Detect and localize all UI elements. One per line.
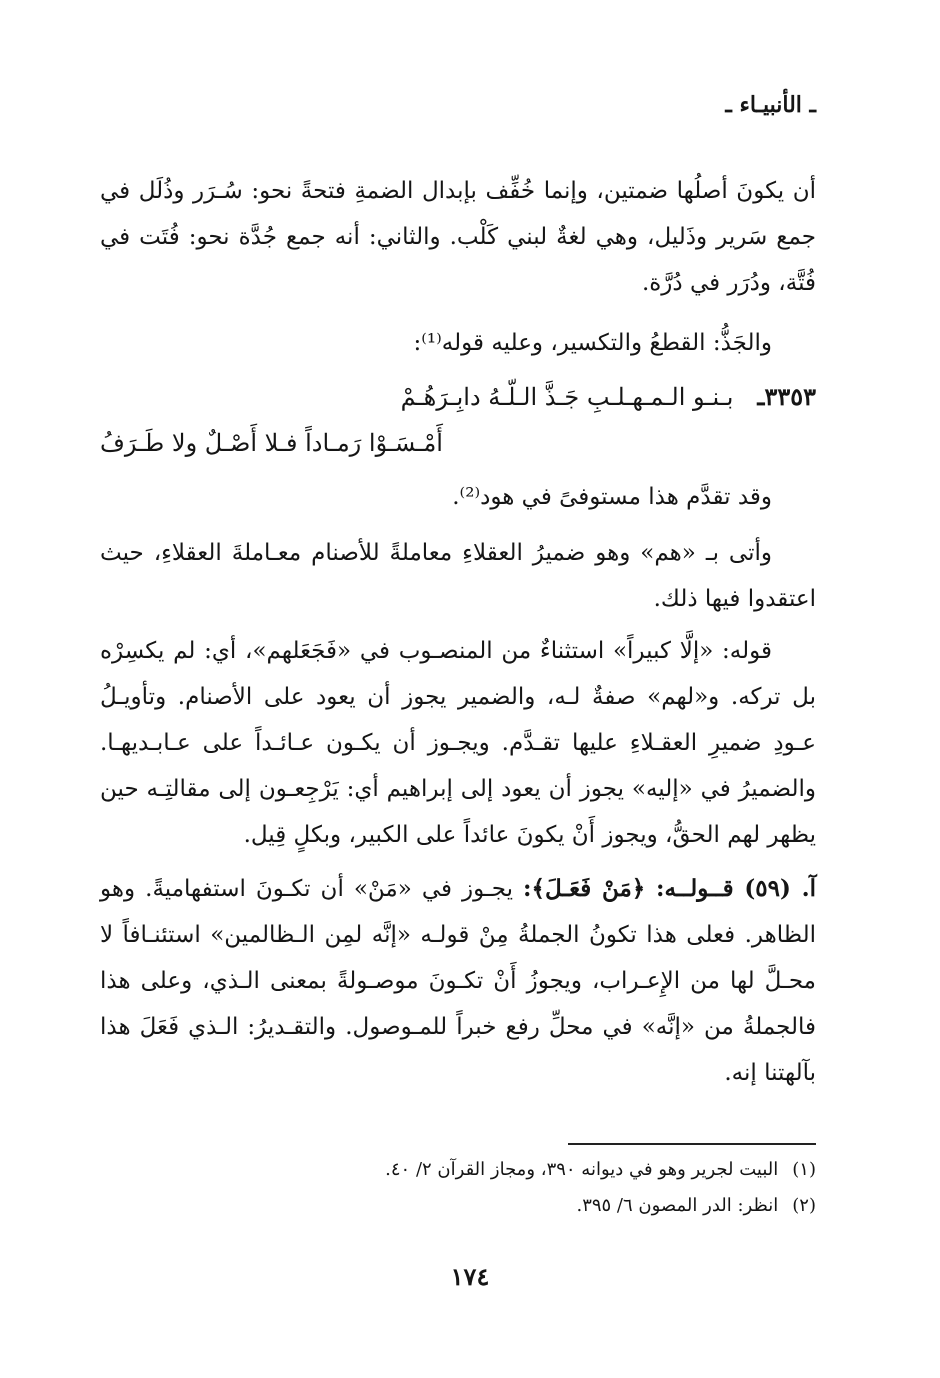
- footnote-2: [100, 1188, 816, 1224]
- footnote-1: [100, 1152, 816, 1188]
- paragraph-6: [100, 866, 816, 1096]
- paragraph-6-text: [100, 866, 816, 1096]
- footnote-marker: (١): [792, 1159, 816, 1180]
- footnote-marker: (٢): [792, 1195, 816, 1216]
- footnote-divider: [568, 1143, 816, 1145]
- paragraph-4: [100, 530, 816, 622]
- footnote-text: البيت لجرير وهو في ديوانه ٣٩٠، ومجاز القرآن ٢/ ٤٠.: [385, 1159, 779, 1180]
- paragraph-3: [100, 474, 816, 520]
- paragraph-3-text: وقد تقدَّم هذا مستوفىً في هود⁽²⁾.: [452, 484, 772, 510]
- footnotes: [100, 1152, 816, 1224]
- poem-hemistich-1: بـنـو الـمـهـلـبِ جَـذَّ الـلّـهُ دابِـرَهُـمْ: [400, 383, 734, 411]
- paragraph-1: [100, 168, 816, 306]
- poem-hemistich-2: أَمْـسَـوْا رَمـاداً فـلا أَصْـلٌ ولا طَـرَفُ: [100, 429, 443, 457]
- paragraph-6-body: يجـوز في «مَنْ» أن تكـونَ استفهاميةً. وهو الظاهر. فعلى هذا تكونُ الجملةُ مِنْ قولـه «إنَّه لمِن الـظالمين» استئنـافاً لا محـلَّ لها من الإِعـراب، ويجوزُ أَنْ تكـونَ موصـولةً بمعنى الـذي، وعلى هذا فالجملةُ من «إنَّه» في محلِّ رفع خبراً للمـوصول. والتقـديرُ: الـذي فَعَلَ هذا بآلهتنا إنه.: [100, 876, 816, 1086]
- paragraph-2: [100, 320, 816, 366]
- verse-reference: آ. (٥٩) قــولــه: ﴿مَنْ فَعَـلَ﴾:: [523, 875, 816, 902]
- paragraph-1-text: أن يكونَ أصلُها ضمتين، وإنما خُفِّف بإبدال الضمةِ فتحةً نحو: سُـرَر وذُلَل في جمع سَرير وذَليل، وهي لغةٌ لبني كَلْب. والثاني: أنه جمع جُدَّة نحو: فُتَت في فُتَّة، ودُرَر في دُرَّة.: [100, 178, 816, 296]
- paragraph-5: [100, 628, 816, 858]
- footnote-text: انظر: الدر المصون ٦/ ٣٩٥.: [576, 1195, 779, 1216]
- running-header: ـ الأنبيـاء ـ: [725, 92, 816, 118]
- poem-line-2: [100, 420, 816, 466]
- paragraph-2-text: والجَذُّ: القطعُ والتكسير، وعليه قوله⁽¹⁾:: [413, 330, 772, 356]
- poem-verse: [100, 374, 816, 466]
- paragraph-5-text: قوله: «إلَّا كبيراً» استثناءٌ من المنصـوب في «فَجَعَلهم»، أي: لم يكسِرْه بل تركه. و«لهم» صفةٌ لـه، والضمير يجوز أن يعود على الأصنام. وتأويـلُ عـودِ ضميرِ العقـلاءِ عليها تقـدَّم. ويجـوز أن يكـون عـائـداً على عـابـديهـا. والضميرُ في «إليه» يجوز أن يعود إلى إبراهيم أي: يَرْجِعـون إلى مقالتِـه حين يظهر لهم الحقُّ، ويجوز أَنْ يكونَ عائداً على الكبير، وبكلٍ قِيل.: [100, 638, 816, 848]
- poem-line-1: [100, 374, 816, 420]
- paragraph-4-text: وأتى بـ «هم» وهو ضميرُ العقلاءِ معاملةً للأصنام معـاملةَ العقلاءِ، حيث اعتقدوا فيها ذلك.: [100, 540, 816, 612]
- verse-number: ٣٣٥٣ـ: [757, 382, 816, 411]
- page-number: ١٧٤: [450, 1262, 490, 1291]
